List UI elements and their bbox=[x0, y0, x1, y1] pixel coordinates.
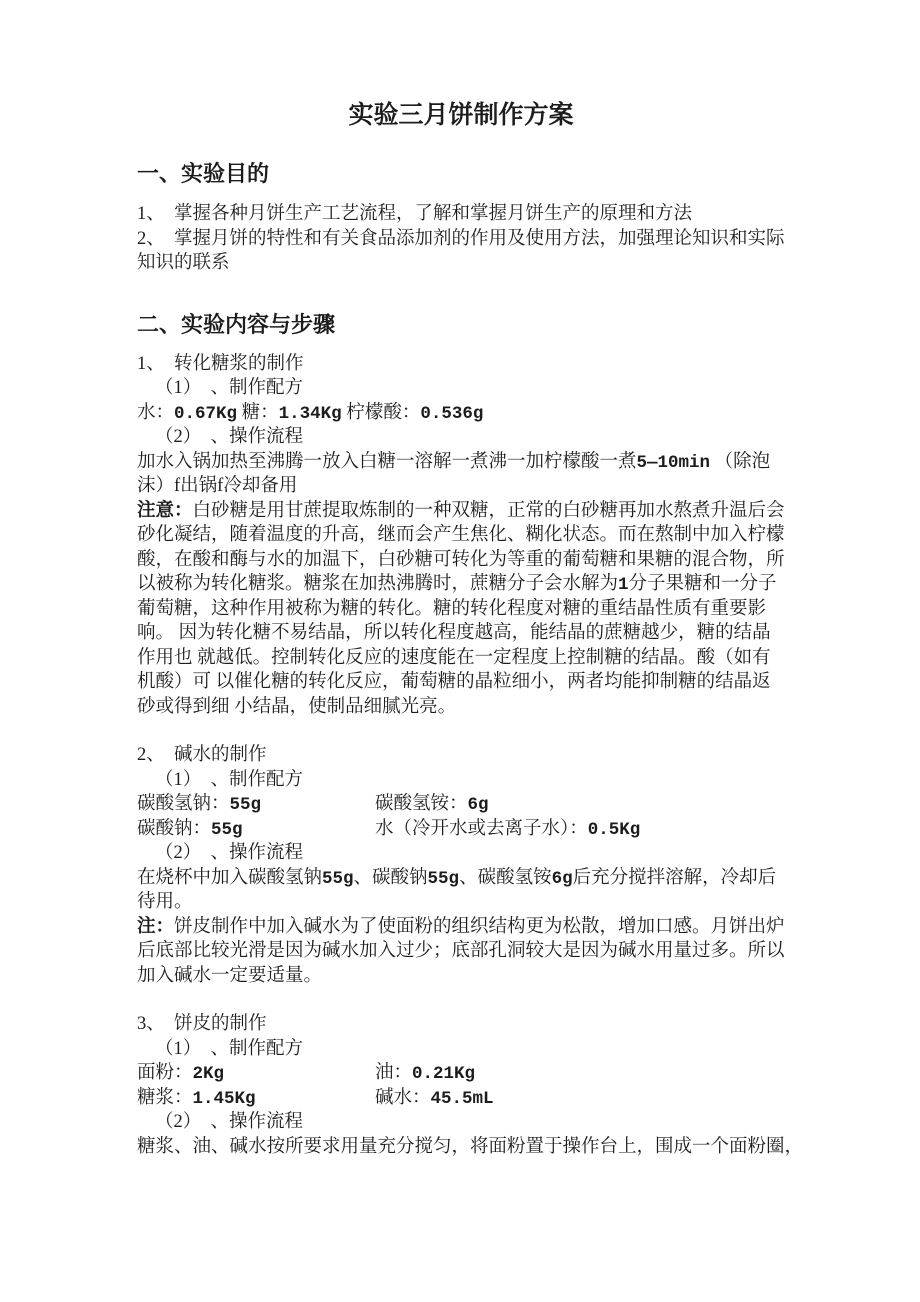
ingredient-label-water: 水（冷开水或去离子水）： bbox=[375, 818, 588, 839]
syrup-note-line-2: 砂化凝结，随着温度的升高，继而会产生焦化、糊化状态。而在熬制中加入柠檬 bbox=[137, 525, 785, 545]
quantity-inline: 55g bbox=[322, 868, 354, 889]
recipe-cell bbox=[375, 1063, 475, 1083]
ingredient-label-sugar: 糖： bbox=[237, 402, 279, 423]
lye-note-line-3: 加入碱水一定要适量。 bbox=[137, 965, 323, 986]
lye-process-line-2: 待用。 bbox=[137, 892, 193, 912]
syrup-recipe-label: （1） 、制作配方 bbox=[155, 378, 304, 398]
lye-recipe-row-2 bbox=[137, 817, 785, 842]
lye-note-line-2: 后底部比较光滑是因为碱水加入过少；底部孔洞较大是因为碱水用量过多。所以 bbox=[137, 941, 785, 961]
subsection-title-lye: 2、 碱水的制作 bbox=[137, 745, 267, 765]
note-label: 注意： bbox=[137, 500, 193, 521]
ingredient-label-sodium-bicarbonate: 碳酸氢钠： bbox=[137, 794, 230, 814]
ingredient-label-syrup: 糖浆： bbox=[137, 1087, 193, 1108]
syrup-flow-line-2: 沫）f出锅f冷却备用 bbox=[137, 476, 298, 496]
syrup-note-line-5: 葡萄糖，这种作用被称为糖的转化。糖的转化程度对糖的重结晶性质有重要影 bbox=[137, 598, 767, 619]
note-text: 分子果糖和一分子 bbox=[628, 574, 777, 594]
ingredient-label-oil: 油： bbox=[375, 1063, 413, 1083]
subsection-title-crust: 3、 饼皮的制作 bbox=[137, 1014, 267, 1034]
note-text: 以被称为转化糖浆。糖浆在加热沸腾时，蔗糖分子会水解为 bbox=[137, 574, 619, 594]
quantity-sodium-bicarbonate: 55g bbox=[229, 795, 262, 815]
subsection-lye-water bbox=[137, 743, 785, 988]
syrup-note-line-8: 机酸）可 以催化糖的转化反应，葡萄糖的晶粒细小，两者均能抑制糖的结晶返 bbox=[137, 672, 771, 692]
section-heading-steps: 二、实验内容与步骤 bbox=[137, 311, 336, 337]
ingredient-label-flour: 面粉： bbox=[137, 1063, 193, 1083]
purpose-item-1: 1、 掌握各种月饼生产工艺流程，了解和掌握月饼生产的原理和方法 bbox=[137, 204, 693, 224]
recipe-cell bbox=[137, 1086, 375, 1112]
quantity-water: 0.5Kg bbox=[587, 819, 641, 840]
recipe-cell bbox=[137, 817, 375, 843]
ingredient-label-sodium-carbonate: 碳酸钠： bbox=[137, 818, 212, 839]
quantity-inline: 55g bbox=[427, 868, 460, 889]
quantity-citric-acid: 0.536g bbox=[420, 403, 484, 424]
crust-recipe-row-2 bbox=[137, 1086, 785, 1111]
crust-process-line-1: 糖浆、油、碱水按所要求用量充分搅匀，将面粉置于操作台上，围成一个面粉圈， bbox=[137, 1136, 804, 1157]
subsection-title-syrup: 1、 转化糖浆的制作 bbox=[137, 353, 304, 374]
quantity-sodium-carbonate: 55g bbox=[211, 819, 243, 840]
crust-recipe-label: （1） 、制作配方 bbox=[155, 1038, 304, 1059]
ingredient-label-lye: 碱水： bbox=[375, 1087, 431, 1108]
subsection-invert-syrup bbox=[137, 352, 785, 720]
lye-process-line-1 bbox=[137, 866, 785, 891]
syrup-note-line-4 bbox=[137, 572, 785, 597]
flow-text: 加水入锅加热至沸腾一放入白糖一溶解一煮沸一加柠檬酸一煮 bbox=[137, 451, 637, 472]
process-text: 、碳酸钠 bbox=[353, 867, 428, 888]
quantity-water: 0.67Kg bbox=[174, 403, 238, 424]
lye-recipe-row-1 bbox=[137, 792, 785, 817]
purpose-item-2: 2、 掌握月饼的特性和有关食品添加剂的作用及使用方法，加强理论知识和实际 bbox=[137, 228, 785, 249]
syrup-note-line-9: 砂或得到细 小结晶，使制品细腻光亮。 bbox=[137, 696, 457, 717]
syrup-note-line-3: 酸，在酸和酶与水的加温下，白砂糖可转化为等重的葡萄糖和果糖的混合物，所 bbox=[137, 549, 785, 570]
process-text: 后充分搅拌溶解，冷却后 bbox=[572, 867, 777, 888]
quantity-ammonium-bicarbonate: 6g bbox=[467, 795, 489, 815]
quantity-sugar: 1.34Kg bbox=[278, 403, 342, 424]
syrup-note-line-6: 响。 因为转化糖不易结晶，所以转化程度越高，能结晶的蔗糖越少，糖的结晶 bbox=[137, 623, 771, 643]
purpose-item-2-continued: 知识的联系 bbox=[137, 253, 230, 273]
quantity-lye: 45.5mL bbox=[430, 1088, 494, 1109]
note-label: 注： bbox=[137, 916, 175, 937]
recipe-cell bbox=[375, 1088, 494, 1108]
process-text: 、碳酸氢铵 bbox=[459, 867, 552, 888]
quantity-flour: 2Kg bbox=[192, 1064, 225, 1084]
section-heading-purpose: 一、实验目的 bbox=[137, 161, 270, 186]
recipe-cell bbox=[137, 792, 375, 818]
recipe-cell bbox=[375, 819, 640, 839]
molecule-count: 1 bbox=[618, 575, 629, 595]
syrup-note-line-1 bbox=[137, 499, 785, 524]
flow-duration: 5—10min bbox=[636, 452, 711, 473]
doc-title: 实验三月饼制作方案 bbox=[348, 102, 574, 129]
crust-process-label: （2） 、操作流程 bbox=[155, 1112, 304, 1132]
purpose-list bbox=[137, 202, 785, 276]
recipe-cell bbox=[137, 1061, 375, 1087]
quantity-inline: 6g bbox=[551, 868, 573, 889]
ingredient-label-water: 水： bbox=[137, 402, 175, 423]
lye-recipe-label: （1） 、制作配方 bbox=[155, 769, 304, 790]
lye-process-label: （2） 、操作流程 bbox=[155, 843, 304, 863]
ingredient-label-citric-acid: 柠檬酸： bbox=[341, 402, 421, 423]
subsection-crust bbox=[137, 1012, 804, 1159]
quantity-oil: 0.21Kg bbox=[412, 1064, 476, 1084]
process-text: 在烧杯中加入碳酸氢钠 bbox=[137, 867, 323, 888]
ingredient-label-ammonium-bicarbonate: 碳酸氢铵： bbox=[375, 794, 468, 814]
flow-text: （除泡 bbox=[710, 451, 771, 472]
syrup-process-label: （2） 、操作流程 bbox=[155, 427, 304, 447]
note-text: 白砂糖是用甘蔗提取炼制的一种双糖，正常的白砂糖再加水熬煮升温后会 bbox=[192, 500, 785, 521]
lye-note-line-1 bbox=[137, 915, 785, 940]
note-text: 饼皮制作中加入碱水为了使面粉的组织结构更为松散，增加口感。月饼出炉 bbox=[174, 916, 785, 937]
syrup-note-line-7: 作用也 就越低。控制转化反应的速度能在一定程度上控制糖的结晶。酸（如有 bbox=[137, 647, 771, 668]
syrup-recipe-row bbox=[137, 401, 785, 426]
syrup-flow-line-1 bbox=[137, 450, 785, 475]
crust-recipe-row-1 bbox=[137, 1061, 785, 1086]
quantity-syrup: 1.45Kg bbox=[192, 1088, 256, 1109]
recipe-cell bbox=[375, 794, 489, 814]
